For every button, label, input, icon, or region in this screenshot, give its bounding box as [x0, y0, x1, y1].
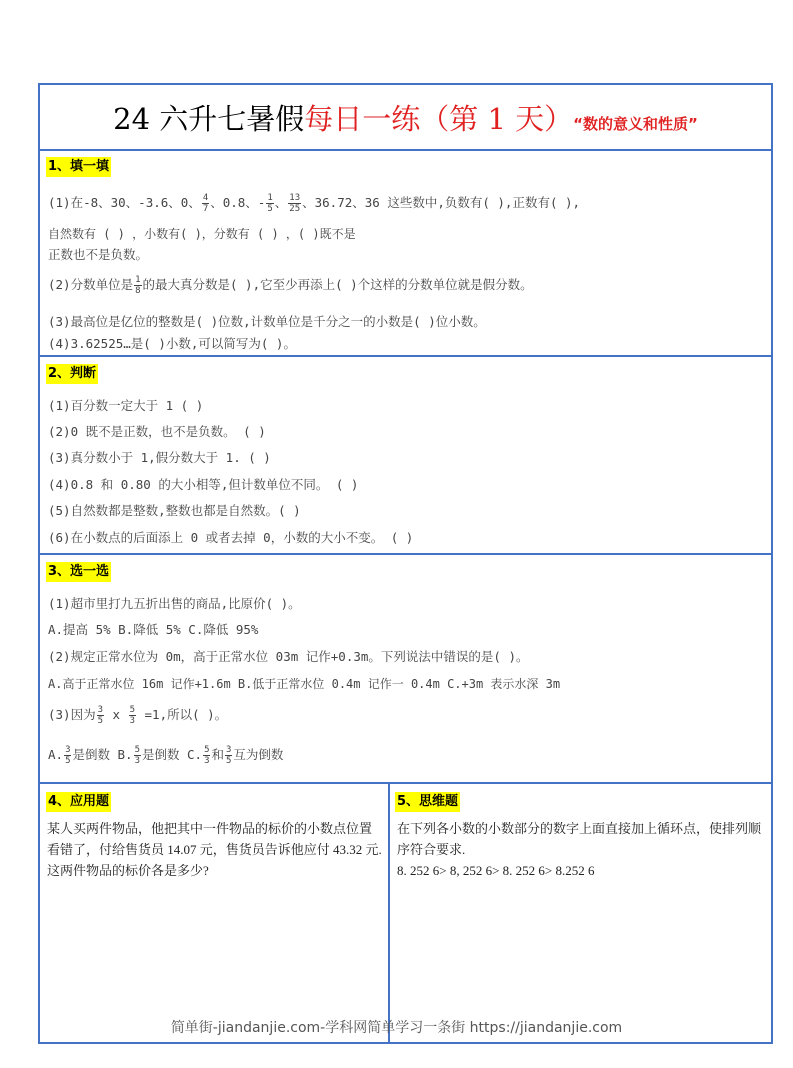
- s3-q2: (2)规定正常水位为 0m，高于正常水位 03m 记作+0.3m。下列说法中错误的是( )。: [48, 649, 529, 664]
- section4-heading: 4、应用题: [46, 792, 111, 812]
- s2-item: (3)真分数小于 1,假分数大于 1. ( ): [48, 450, 271, 465]
- section2-heading: 2、判断: [46, 364, 98, 384]
- fraction: $\frac{5}{3}$: [134, 745, 140, 766]
- section1-heading: 1、填一填: [46, 157, 111, 177]
- s2-item: (5)自然数都是整数,整数也都是自然数。( ): [48, 503, 301, 518]
- title-subtitle: “数的意义和性质”: [573, 115, 698, 133]
- s5-problem-text: 在下列各小数的小数部分的数字上面直接加上循环点，使排列顺序符合要求.: [397, 821, 762, 857]
- divider: [40, 782, 771, 784]
- fraction: $\frac{5}{3}$: [204, 745, 210, 766]
- divider: [40, 355, 771, 357]
- s1-q1-line3: 正数也不是负数。: [48, 247, 149, 262]
- s1-q3: (3)最高位是亿位的整数是( )位数,计数单位是千分之一的小数是( )位小数。: [48, 314, 486, 329]
- footer-watermark: 简单街-jiandanjie.com-学科网简单学习一条街 https://jiandanjie.com: [170, 1020, 623, 1036]
- fraction: $\frac{4}{7}$: [202, 193, 209, 214]
- s3-q2-options: A.高于正常水位 16m 记作+1.6m B.低于正常水位 0.4m 记作一 0.4m C.+3m 表示水深 3m: [48, 677, 561, 691]
- fraction: $\frac{1}{5}$: [267, 193, 273, 214]
- s1-q4: (4)3.62525…是( )小数,可以简写为( )。: [48, 336, 296, 351]
- s2-item: (1)百分数一定大于 1 ( ): [48, 398, 204, 413]
- s3-q3: (3)因为 $\frac{3}{5}$ x $\frac{5}{3}$ =1,所以( )。: [48, 705, 228, 726]
- s1-q1-line2: 自然数有 ( ) ，小数有( )，分数有 ( ) ，( )既不是: [48, 227, 356, 241]
- section3-heading: 3、选一选: [46, 562, 111, 582]
- s2-item: (2)0 既不是正数，也不是负数。 ( ): [48, 424, 266, 439]
- section5-heading: 5、思维题: [395, 792, 460, 812]
- s2-item: (6)在小数点的后面添上 0 或者去掉 0，小数的大小不变。 ( ): [48, 530, 414, 545]
- s3-q3-options: A. $\frac{3}{5}$ 是倒数 B. $\frac{5}{3}$ 是倒数 C. $\frac{5}{3}$ 和 $\frac{3}{5}$ 互为倒数: [48, 745, 284, 766]
- fraction: $\frac{3}{5}$: [97, 705, 103, 726]
- page-title: [40, 97, 771, 138]
- fraction: $\frac{3}{5}$: [226, 745, 232, 766]
- fraction: $\frac{5}{3}$: [129, 705, 135, 726]
- s2-item: (4)0.8 和 0.80 的大小相等,但计数单位不同。 ( ): [48, 477, 359, 492]
- s5-sequence: 8. 252 6> 8, 252 6> 8. 252 6> 8.252 6: [397, 863, 595, 878]
- s1-q1-line1: (1)在-8、30、-3.6、0、 $\frac{4}{7}$ 、0.8、- $\frac{1}{5}$ 、 $\frac{13}{25}$ 、36.72、36 这些数中,负数有( ),正数有( ),: [48, 193, 581, 214]
- s4-problem-text: 某人买两件物品，他把其中一件物品的标价的小数点位置看错了，付给售货员 14.07 元，售货员告诉他应付 43.32 元.这两件物品的标价各是多少?: [47, 821, 382, 878]
- s3-q1-options: A.提高 5% B.降低 5% C.降低 95%: [48, 622, 259, 637]
- title-red: 每日一练（第 1 天）: [304, 102, 574, 136]
- fraction: $\frac{3}{5}$: [65, 745, 71, 766]
- title-main: 24 六升七暑假: [113, 102, 305, 136]
- worksheet-frame: [38, 83, 773, 1044]
- column-divider: [388, 782, 390, 1044]
- s1-q2: (2)分数单位是 $\frac{1}{8}$ 的最大真分数是( ),它至少再添上( )个这样的分数单位就是假分数。: [48, 275, 533, 296]
- divider: [40, 553, 771, 555]
- fraction: $\frac{13}{25}$: [289, 193, 301, 214]
- divider: [40, 149, 771, 151]
- s3-q1: (1)超市里打九五折出售的商品,比原价( )。: [48, 596, 301, 611]
- fraction: $\frac{1}{8}$: [135, 275, 141, 296]
